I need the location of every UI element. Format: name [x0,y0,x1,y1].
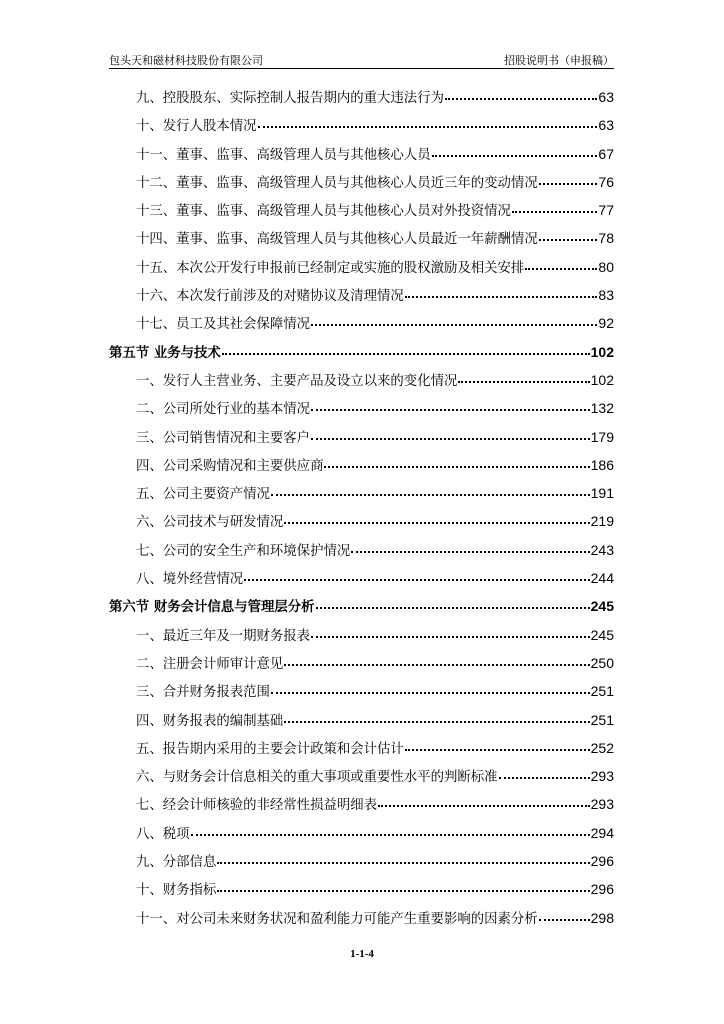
dot-leader [378,804,590,807]
toc-entry-page: 250 [590,654,614,671]
dot-leader [311,323,597,326]
toc-entry[interactable] [109,87,614,115]
toc-entry-title: 四、财务报表的编制基础 [136,713,284,729]
toc-entry-page: 293 [590,796,614,813]
toc-entry-page: 243 [590,541,614,558]
toc-entry[interactable] [109,511,614,539]
toc-entry-page: 102 [590,343,614,360]
toc-entry[interactable] [109,228,614,256]
toc-entry-page: 92 [598,315,614,332]
dot-leader [222,352,590,355]
dot-leader [539,918,590,921]
toc-entry[interactable] [109,115,614,143]
toc-entry-title: 十五、本次公开发行申报前已经制定或实施的股权激励及相关安排 [136,260,525,276]
toc-entry[interactable] [109,540,614,568]
table-of-contents [109,87,614,936]
toc-entry-page: 132 [590,400,614,417]
dot-leader [284,521,589,524]
toc-entry[interactable] [109,285,614,313]
toc-entry-title: 十、发行人股本情况 [136,119,257,135]
toc-entry-page: 80 [598,258,614,275]
toc-entry-page: 83 [598,287,614,304]
toc-section-entry[interactable] [109,342,614,370]
toc-entry-title: 六、公司技术与研发情况 [136,515,284,531]
toc-entry[interactable] [109,710,614,738]
toc-entry-title: 十一、董事、监事、高级管理人员与其他核心人员 [136,147,431,163]
toc-entry-title: 十二、董事、监事、高级管理人员与其他核心人员近三年的变动情况 [136,175,538,191]
toc-entry-title: 三、合并财务报表范围 [136,685,270,701]
toc-entry[interactable] [109,681,614,709]
toc-entry[interactable] [109,370,614,398]
toc-section-entry[interactable] [109,596,614,624]
dot-leader [499,776,590,779]
toc-entry-page: 191 [590,485,614,502]
dot-leader [525,267,597,270]
toc-entry[interactable] [109,794,614,822]
toc-entry-page: 293 [590,768,614,785]
dot-leader [458,380,589,383]
dot-leader [316,606,590,609]
dot-leader [191,833,590,836]
toc-entry[interactable] [109,313,614,341]
toc-entry[interactable] [109,823,614,851]
toc-entry-title: 十四、董事、监事、高级管理人员与其他核心人员最近一年薪酬情况 [136,232,538,248]
toc-entry-page: 296 [590,881,614,898]
toc-entry-title: 一、发行人主营业务、主要产品及设立以来的变化情况 [136,373,458,389]
dot-leader [539,238,598,241]
dot-leader [311,437,590,440]
toc-entry-page: 78 [598,230,614,247]
toc-entry-title: 十七、员工及其社会保障情况 [136,317,311,333]
toc-entry[interactable] [109,879,614,907]
toc-entry-page: 67 [598,145,614,162]
dot-leader [284,663,589,666]
dot-leader [217,889,589,892]
dot-leader [405,295,598,298]
toc-entry[interactable] [109,653,614,681]
dot-leader [432,154,598,157]
toc-entry-title: 第五节 业务与技术 [109,345,221,361]
toc-entry-page: 77 [598,202,614,219]
dot-leader [258,125,598,128]
toc-entry-title: 四、公司采购情况和主要供应商 [136,458,324,474]
toc-entry-title: 十六、本次发行前涉及的对赌协议及清理情况 [136,289,404,305]
toc-entry-title: 第六节 财务会计信息与管理层分析 [109,600,315,616]
toc-entry-title: 六、与财务会计信息相关的重大事项或重要性水平的判断标准 [136,770,498,786]
toc-entry-page: 219 [590,513,614,530]
toc-entry-page: 102 [590,371,614,388]
dot-leader [244,578,590,581]
toc-entry[interactable] [109,851,614,879]
toc-entry-title: 十一、对公司未来财务状况和盈利能力可能产生重要影响的因素分析 [136,911,538,927]
document-type: 招股说明书（申报稿） [504,54,614,67]
dot-leader [445,97,597,100]
toc-entry[interactable] [109,257,614,285]
dot-leader [512,210,597,213]
toc-entry-page: 63 [598,117,614,134]
toc-entry-title: 一、最近三年及一期财务报表 [136,628,311,644]
toc-entry-page: 63 [598,89,614,105]
toc-entry[interactable] [109,144,614,172]
toc-entry[interactable] [109,568,614,596]
toc-entry-title: 二、公司所处行业的基本情况 [136,402,311,418]
toc-entry[interactable] [109,625,614,653]
toc-entry-title: 五、报告期内采用的主要会计政策和会计估计 [136,741,404,757]
toc-entry-page: 186 [590,456,614,473]
toc-entry[interactable] [109,455,614,483]
dot-leader [405,748,590,751]
dot-leader [271,691,590,694]
toc-entry[interactable] [109,398,614,426]
company-name: 包头天和磁材科技股份有限公司 [109,54,263,67]
toc-entry-title: 十、财务指标 [136,883,217,899]
toc-entry[interactable] [109,766,614,794]
toc-entry-page: 76 [598,173,614,190]
toc-entry-page: 251 [590,683,614,700]
toc-entry-page: 296 [590,853,614,870]
toc-entry-page: 245 [590,598,614,615]
toc-entry-title: 三、公司销售情况和主要客户 [136,430,311,446]
dot-leader [217,861,589,864]
toc-entry[interactable] [109,172,614,200]
toc-entry-page: 298 [590,909,614,926]
toc-entry-title: 五、公司主要资产情况 [136,487,270,503]
toc-entry[interactable] [109,908,614,936]
toc-entry-title: 七、经会计师核验的非经常性损益明细表 [136,798,378,814]
toc-entry-title: 二、注册会计师审计意见 [136,656,284,672]
toc-entry-page: 252 [590,739,614,756]
page-header [109,50,614,69]
page-number: 1-1-4 [350,948,374,960]
dot-leader [539,182,598,185]
toc-entry-title: 八、境外经营情况 [136,572,244,588]
toc-entry-title: 八、税项 [136,826,190,842]
toc-entry-page: 251 [590,711,614,728]
dot-leader [351,550,589,553]
dot-leader [284,720,589,723]
toc-entry[interactable] [109,483,614,511]
toc-entry-title: 九、分部信息 [136,855,217,871]
dot-leader [311,635,590,638]
toc-entry-title: 七、公司的安全生产和环境保护情况 [136,543,351,559]
toc-entry-title: 九、控股股东、实际控制人报告期内的重大违法行为 [136,91,444,106]
dot-leader [271,493,590,496]
toc-entry[interactable] [109,738,614,766]
toc-entry-page: 244 [590,570,614,587]
toc-entry-title: 十三、董事、监事、高级管理人员与其他核心人员对外投资情况 [136,204,511,220]
dot-leader [324,465,589,468]
dot-leader [311,408,590,411]
toc-entry-page: 245 [590,626,614,643]
toc-entry[interactable] [109,427,614,455]
toc-entry[interactable] [109,200,614,228]
toc-entry-page: 294 [590,824,614,841]
toc-entry-page: 179 [590,428,614,445]
